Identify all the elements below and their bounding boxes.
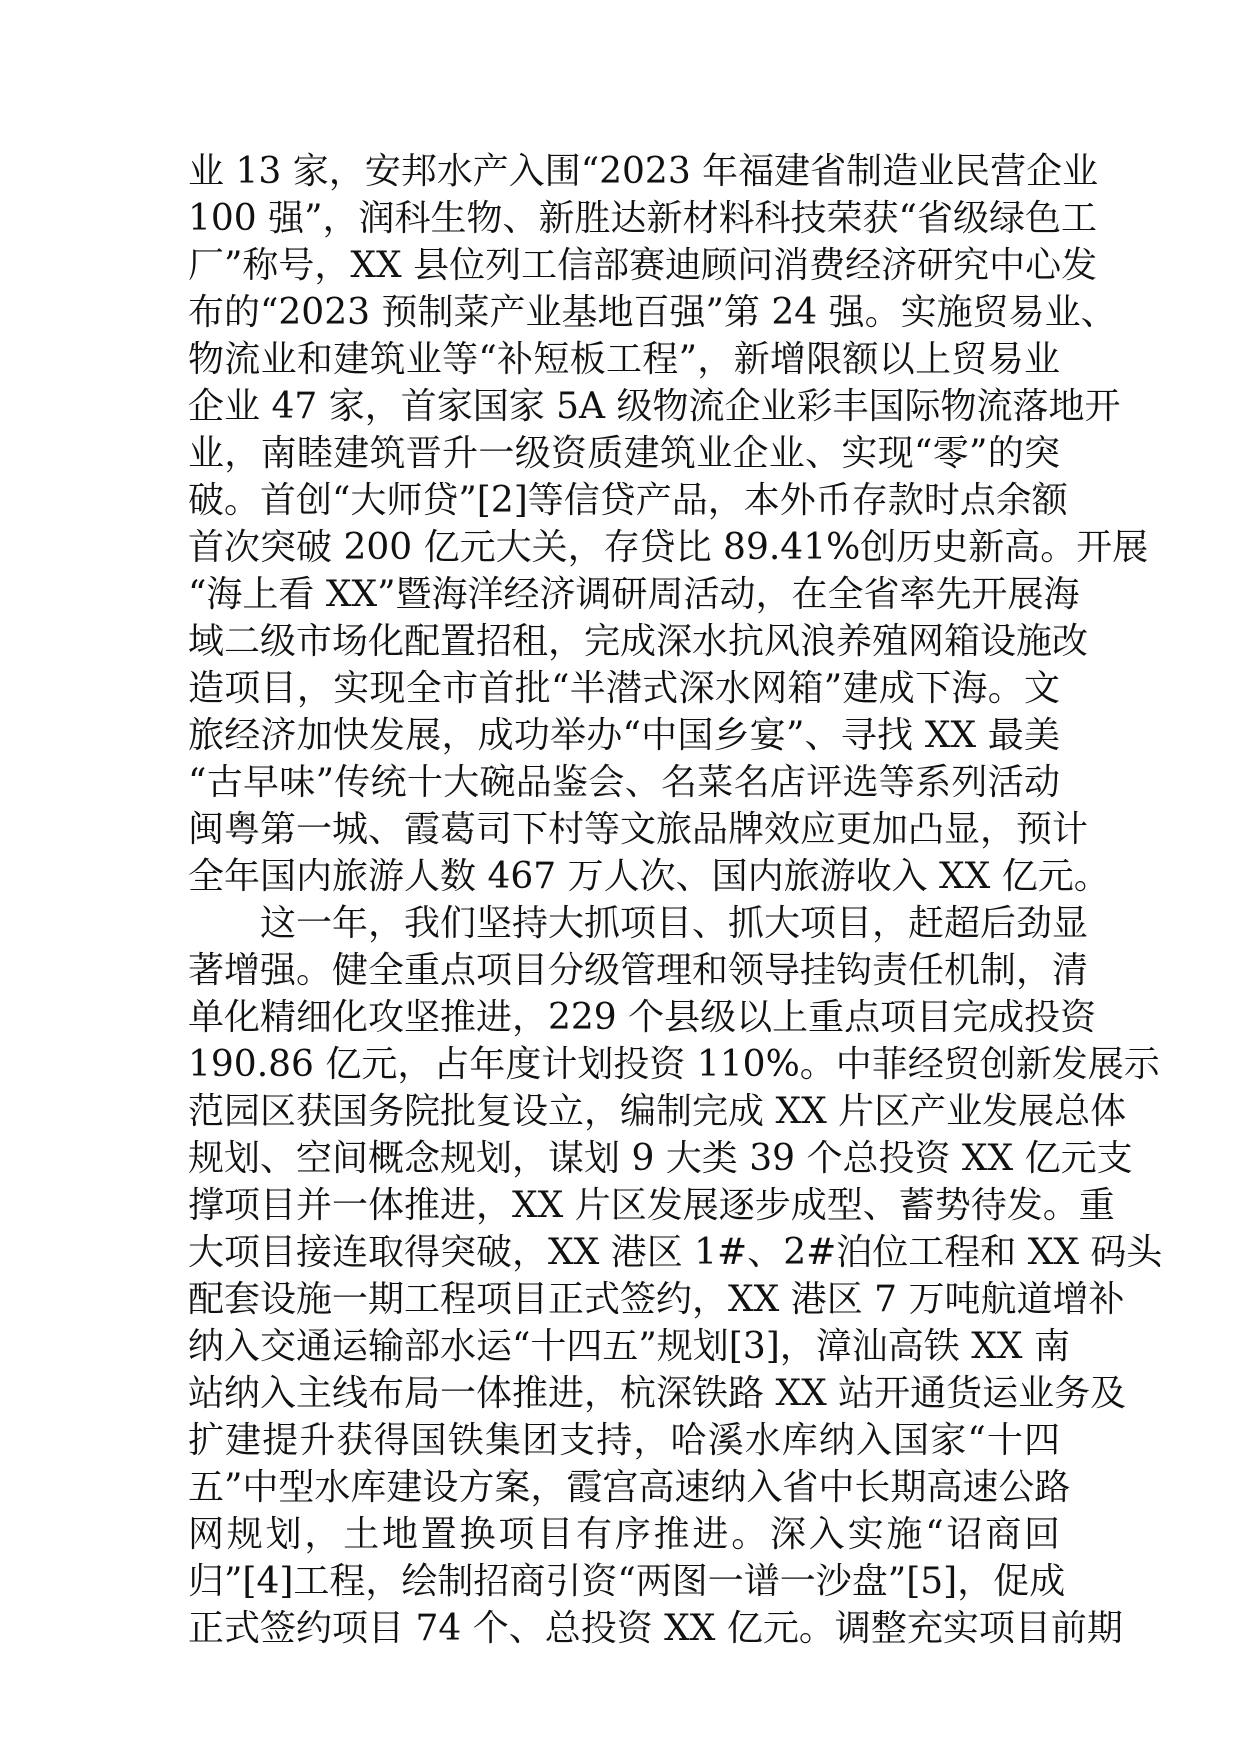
paragraph — [188, 900, 1163, 1652]
text-line: 业 13 家，安邦水产入围“2023 年福建省制造业民营企业 — [188, 151, 1099, 192]
text-line: 扩建提升获得国铁集团支持，哈溪水库纳入国家“十四 — [188, 1420, 1060, 1461]
text-line: 站纳入主线布局一体推进，杭深铁路 XX 站开通货运业务及 — [188, 1373, 1127, 1414]
text-line: 网规划，土地置换项目有序推进。深入实施“诏商回 — [188, 1514, 1060, 1555]
text-line: 业，南睦建筑晋升一级资质建筑业企业、实现“零”的突 — [188, 433, 1060, 474]
text-line: 全年国内旅游人数 467 万人次、国内旅游收入 XX 亿元。 — [188, 856, 1110, 897]
text-line: 闽粤第一城、霞葛司下村等文旅品牌效应更加凸显，预计 — [188, 809, 1089, 850]
text-line: 大项目接连取得突破，XX 港区 1#、2#泊位工程和 XX 码头 — [188, 1232, 1163, 1273]
text-line: 著增强。健全重点项目分级管理和领导挂钩责任机制，清 — [188, 950, 1089, 991]
text-line: 首次突破 200 亿元大关，存贷比 89.41%创历史新高。开展 — [188, 527, 1149, 568]
text-line: 这一年，我们坚持大抓项目、抓大项目，赶超后劲显 — [260, 903, 1089, 944]
text-line: 正式签约项目 74 个、总投资 XX 亿元。调整充实项目前期 — [188, 1608, 1123, 1649]
text-line: 旅经济加快发展，成功举办“中国乡宴”、寻找 XX 最美 — [188, 715, 1060, 756]
text-line: 撑项目并一体推进，XX 片区发展逐步成型、蓄势待发。重 — [188, 1185, 1115, 1226]
text-line: 破。首创“大师贷”[2]等信贷产品，本外币存款时点余额 — [188, 480, 1068, 521]
text-line: 范园区获国务院批复设立，编制完成 XX 片区产业发展总体 — [188, 1091, 1127, 1132]
text-line: 归”[4]工程，绘制招商引资“两图一谱一沙盘”[5]，促成 — [188, 1561, 1066, 1602]
body-text — [188, 148, 1163, 1652]
text-line: 物流业和建筑业等“补短板工程”，新增限额以上贸易业 — [188, 339, 1060, 380]
text-line: 单化精细化攻坚推进，229 个县级以上重点项目完成投资 — [188, 997, 1097, 1038]
text-line: 造项目，实现全市首批“半潜式深水网箱”建成下海。文 — [188, 668, 1060, 709]
text-line: 厂”称号，XX 县位列工信部赛迪顾问消费经济研究中心发 — [188, 245, 1098, 286]
text-line: 规划、空间概念规划，谋划 9 大类 39 个总投资 XX 亿元支 — [188, 1138, 1133, 1179]
text-line: 企业 47 家，首家国家 5A 级物流企业彩丰国际物流落地开 — [188, 386, 1121, 427]
text-line: 域二级市场化配置招租，完成深水抗风浪养殖网箱设施改 — [188, 621, 1089, 662]
text-line: “海上看 XX”暨海洋经济调研周活动，在全省率先开展海 — [188, 574, 1080, 615]
text-line: 布的“2023 预制菜产业基地百强”第 24 强。实施贸易业、 — [188, 292, 1117, 333]
paragraph — [188, 148, 1149, 900]
text-line: 100 强”，润科生物、新胜达新材料科技荣获“省级绿色工 — [188, 198, 1097, 239]
text-line: 五”中型水库建设方案，霞宫高速纳入省中长期高速公路 — [188, 1467, 1071, 1508]
text-line: 纳入交通运输部水运“十四五”规划[3]，漳汕高铁 XX 南 — [188, 1326, 1070, 1367]
text-line: 配套设施一期工程项目正式签约，XX 港区 7 万吨航道增补 — [188, 1279, 1125, 1320]
text-line: 190.86 亿元，占年度计划投资 110%。中菲经贸创新发展示 — [188, 1044, 1160, 1085]
text-line: “古早味”传统十大碗品鉴会、名菜名店评选等系列活动 — [188, 762, 1060, 803]
